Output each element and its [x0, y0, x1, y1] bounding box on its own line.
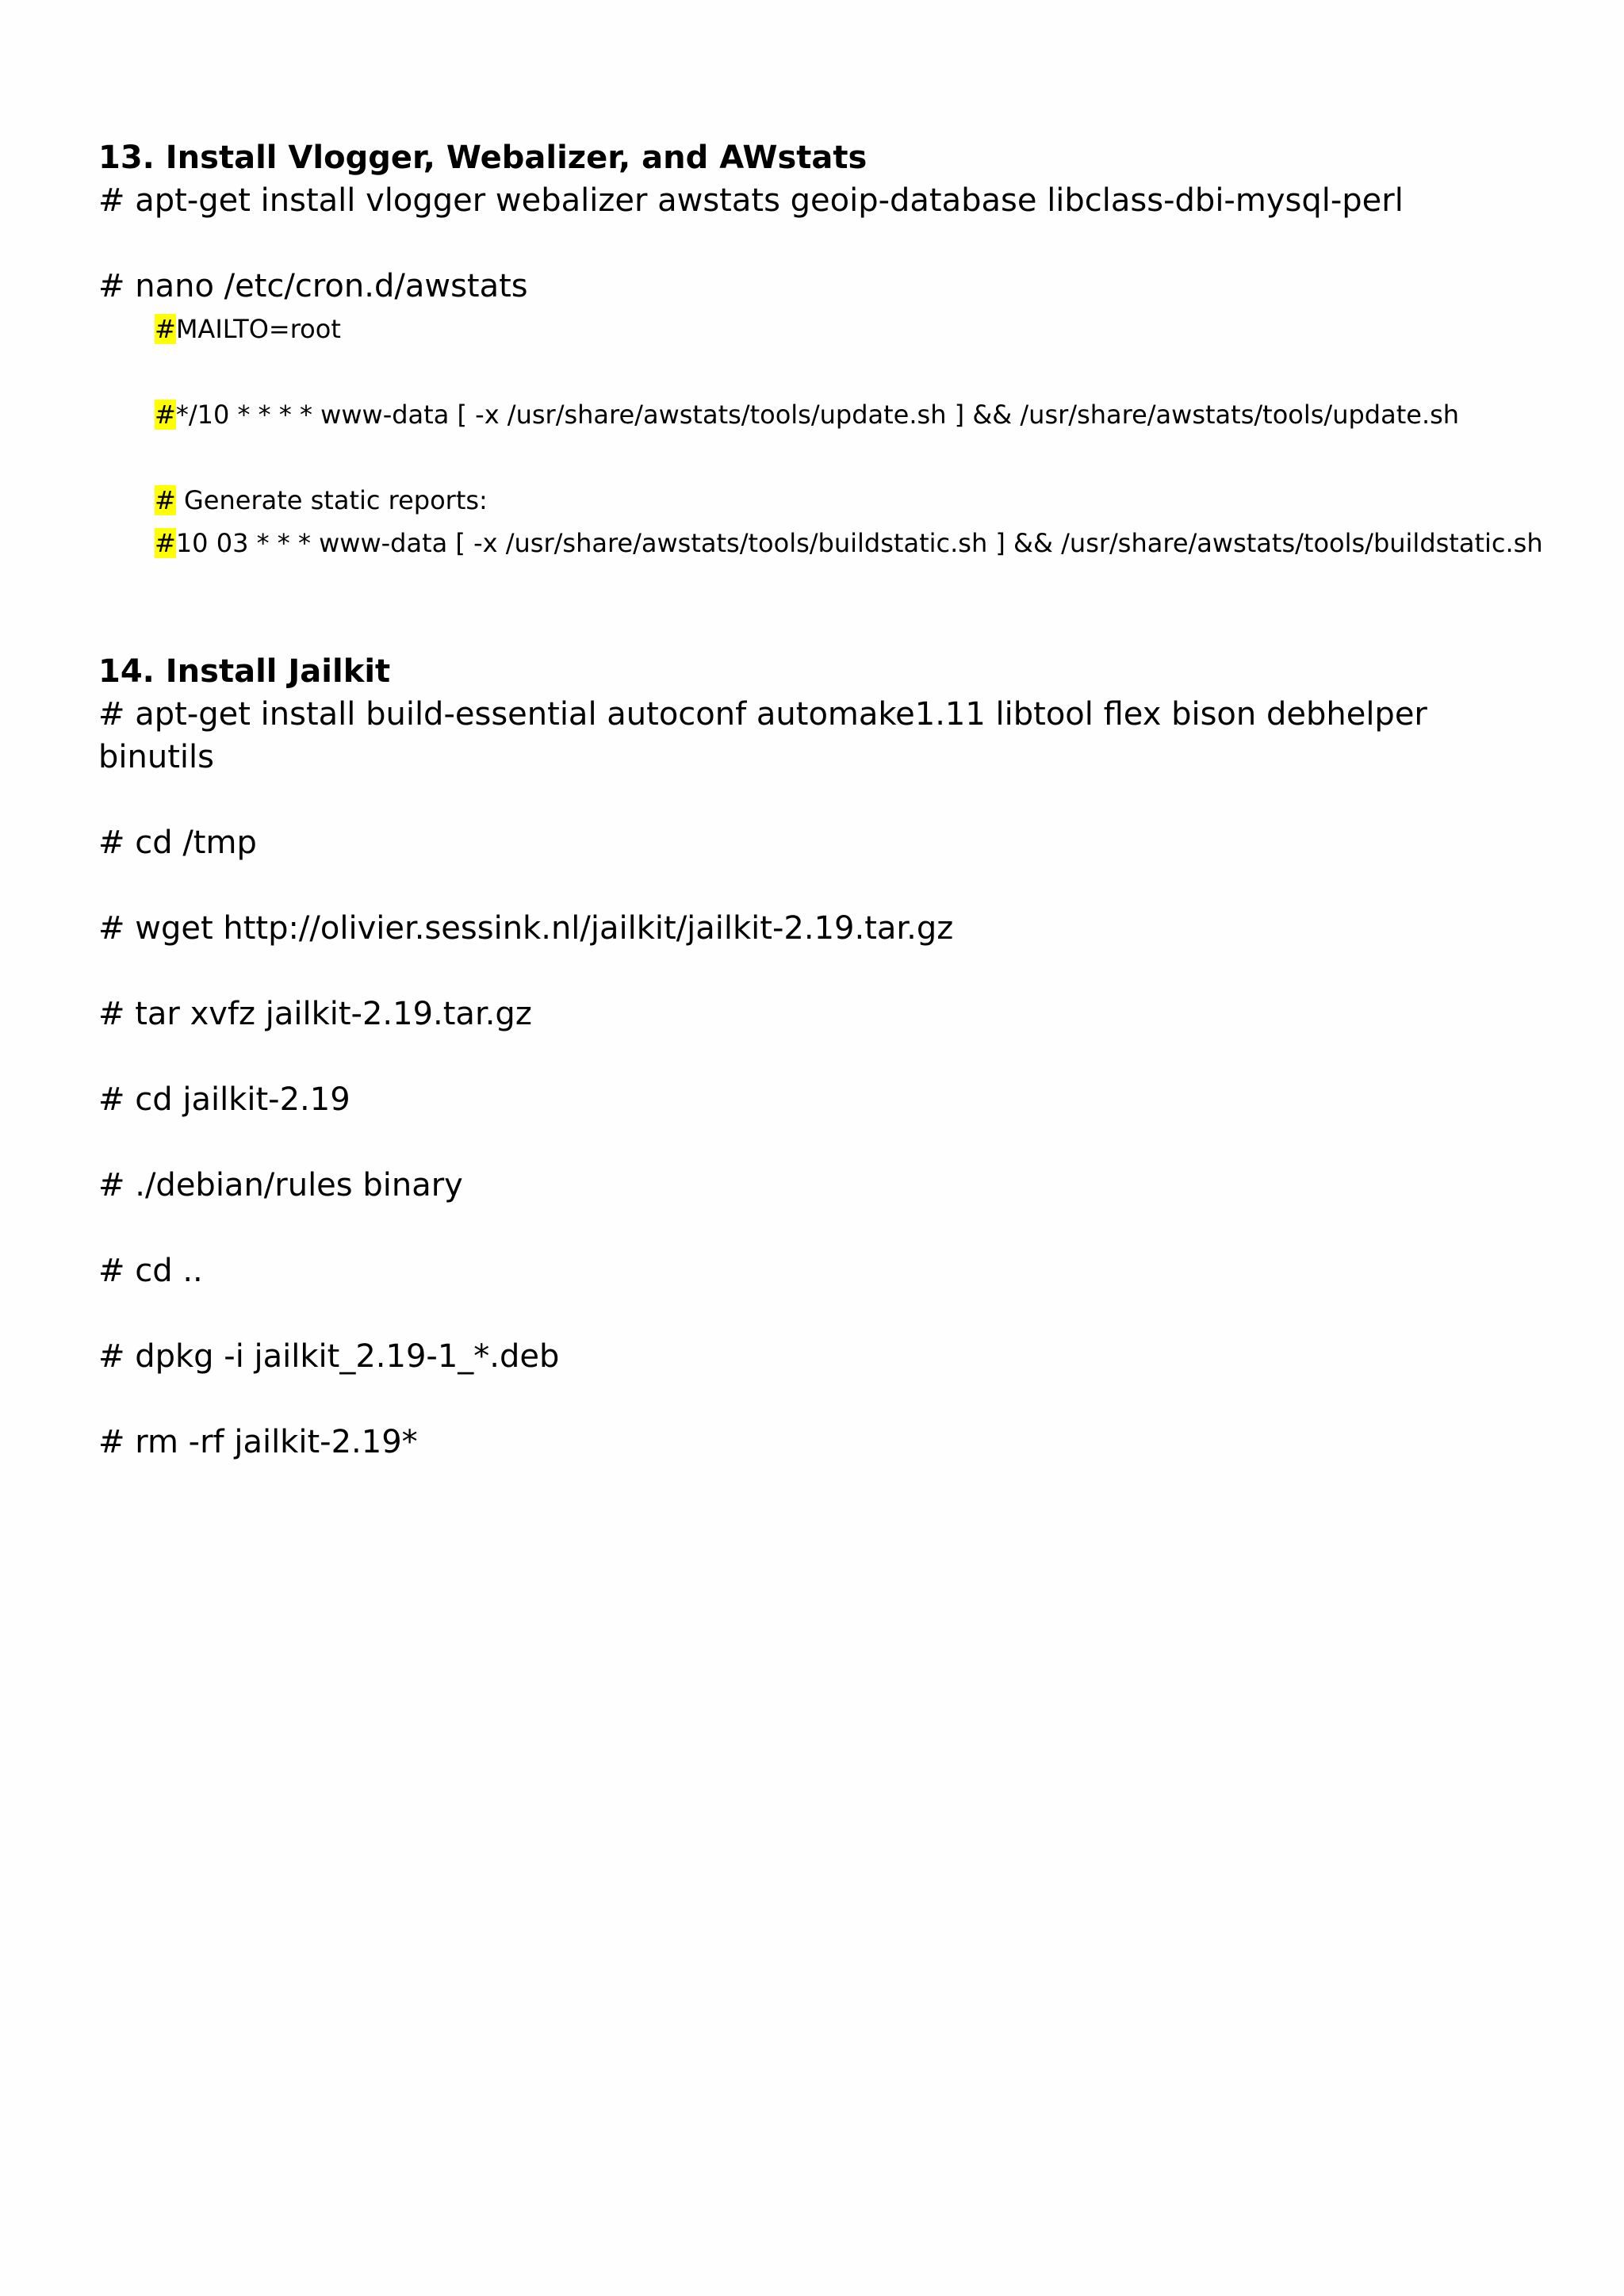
cron-line-text: */10 * * * * www-data [ -x /usr/share/awstats/tools/update.sh ] && /usr/share/awstats/tools/update.sh	[175, 400, 1460, 430]
cron-line-text: 10 03 * * * www-data [ -x /usr/share/awstats/tools/buildstatic.sh ] && /usr/share/awstats/tools/buildstatic.sh	[175, 528, 1543, 558]
section-14-heading: 14. Install Jailkit	[98, 653, 391, 690]
command-cd-up: # cd ..	[98, 1253, 203, 1289]
comment-hash-highlight: #	[155, 485, 176, 515]
command-cd-tmp: # cd /tmp	[98, 825, 257, 861]
cron-line-buildstatic	[155, 522, 1543, 564]
section-13-nano-command: # nano /etc/cron.d/awstats	[98, 268, 528, 304]
comment-hash-highlight: #	[155, 400, 176, 430]
section-14-install-command: # apt-get install build-essential autoconf automake1.11 libtool flex bison debhelper binutils	[98, 696, 1427, 775]
section-13-install-command: # apt-get install vlogger webalizer awstats geoip-database libclass-dbi-mysql-perl	[98, 182, 1404, 219]
cron-line-mailto	[155, 308, 1526, 350]
comment-hash-highlight: #	[155, 528, 176, 558]
cron-line-generate-comment	[155, 479, 1526, 522]
document-content	[98, 136, 1543, 1464]
command-dpkg: # dpkg -i jailkit_2.19-1_*.deb	[98, 1338, 560, 1375]
command-rm: # rm -rf jailkit-2.19*	[98, 1424, 418, 1460]
command-wget: # wget http://olivier.sessink.nl/jailkit/jailkit-2.19.tar.gz	[98, 910, 954, 947]
command-cd-jailkit: # cd jailkit-2.19	[98, 1081, 350, 1118]
cron-file-contents	[98, 308, 1543, 564]
command-tar: # tar xvfz jailkit-2.19.tar.gz	[98, 996, 532, 1032]
cron-line-update	[155, 393, 1526, 436]
cron-line-text: Generate static reports:	[175, 485, 488, 515]
section-13-heading: 13. Install Vlogger, Webalizer, and AWstats	[98, 140, 868, 176]
comment-hash-highlight: #	[155, 314, 176, 344]
command-debian-rules: # ./debian/rules binary	[98, 1167, 463, 1203]
cron-line-text: MAILTO=root	[175, 314, 341, 344]
